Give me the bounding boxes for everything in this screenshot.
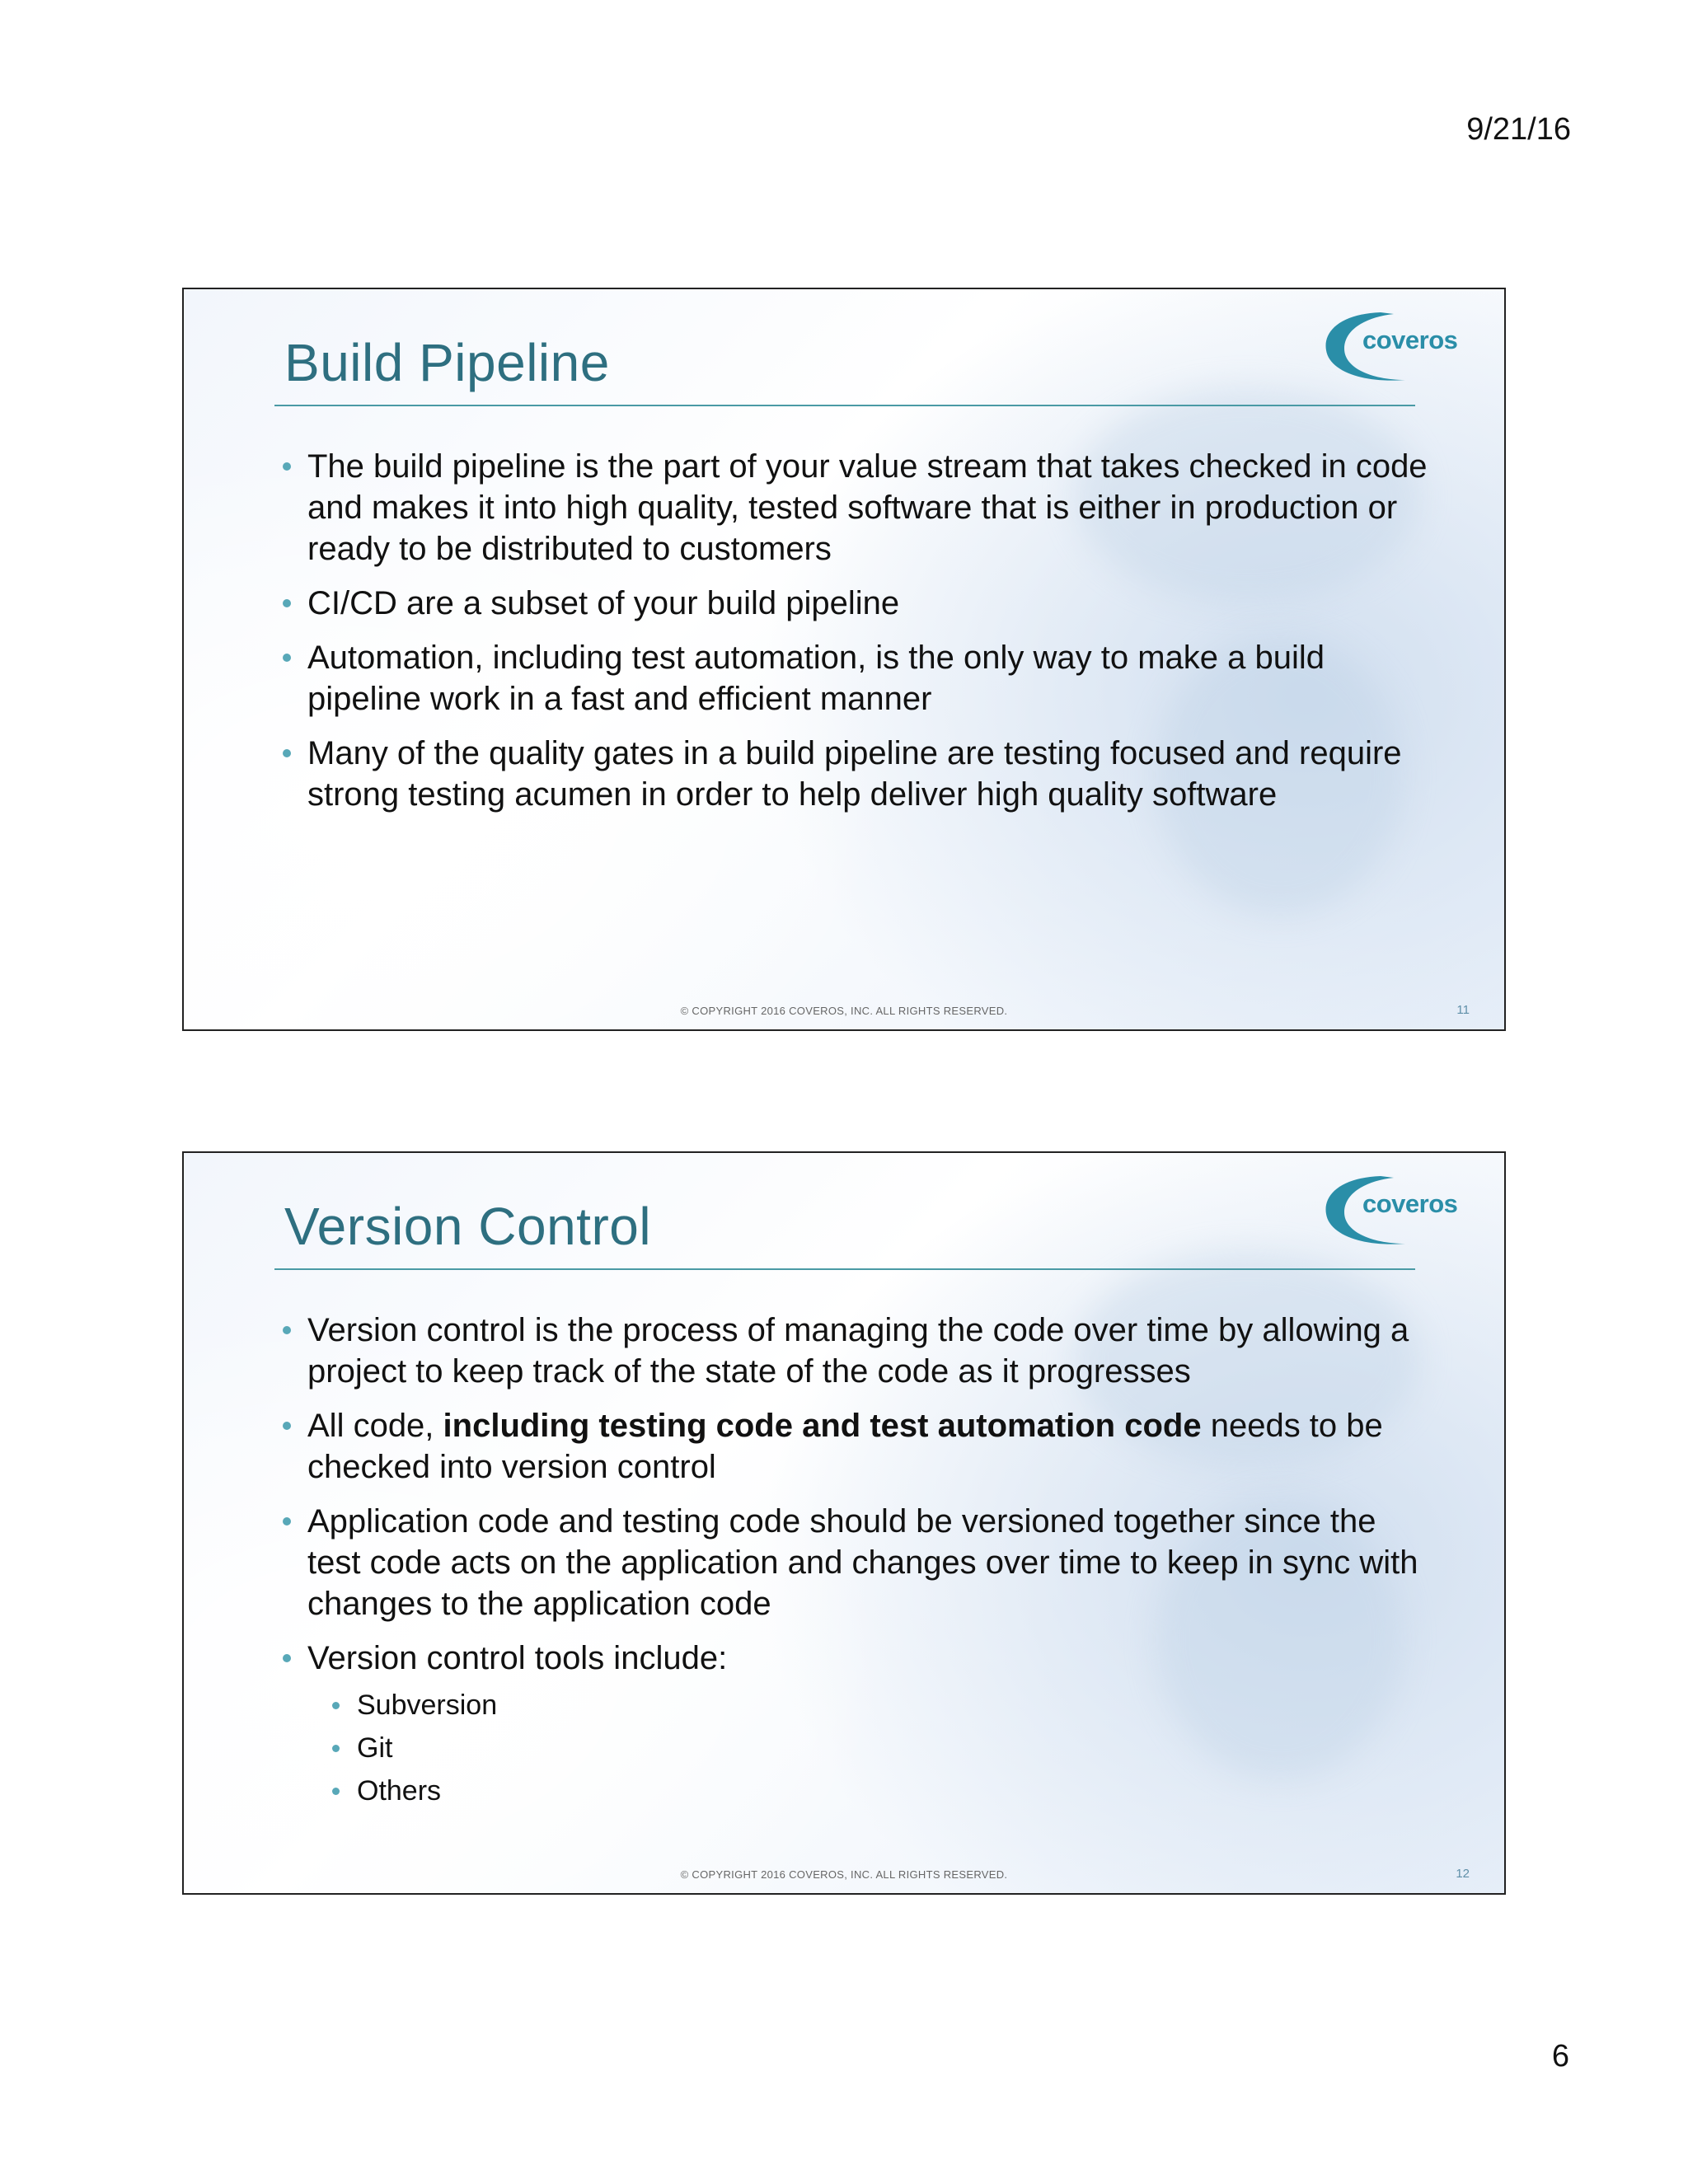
slide-version-control	[182, 1151, 1506, 1895]
page-number: 6	[1551, 2039, 1569, 2074]
list-item: Application code and testing code should be versioned together since the test code acts on the application and changes over time to keep in sync with changes to the application code	[283, 1501, 1437, 1624]
sub-list-item: Others	[332, 1769, 1437, 1812]
copyright-notice: © COPYRIGHT 2016 COVEROS, INC. ALL RIGHTS RESERVED.	[680, 1005, 1008, 1017]
list-item	[283, 1638, 1437, 1812]
coveros-logo-icon	[1323, 1171, 1479, 1250]
sub-list-item: Subversion	[332, 1684, 1437, 1727]
logo-text: coveros	[1362, 326, 1458, 354]
coveros-logo-icon	[1323, 307, 1479, 387]
list-item	[283, 1405, 1437, 1488]
list-item-label: Version control tools include:	[307, 1640, 728, 1676]
text-segment: needs to be checked into version control	[307, 1408, 1383, 1485]
list-item: CI/CD are a subset of your build pipeline	[283, 583, 1437, 624]
logo-text: coveros	[1362, 1189, 1458, 1218]
bullet-list	[283, 1310, 1437, 1825]
slide-build-pipeline	[182, 288, 1506, 1031]
bold-text-segment: including testing code and test automation code	[443, 1408, 1202, 1444]
copyright-notice: © COPYRIGHT 2016 COVEROS, INC. ALL RIGHTS RESERVED.	[680, 1868, 1008, 1881]
text-segment: All code,	[307, 1408, 443, 1444]
bullet-list	[283, 446, 1437, 828]
slide-number: 12	[1456, 1867, 1470, 1881]
title-divider	[274, 1268, 1415, 1270]
slide-title: Version Control	[284, 1197, 652, 1256]
page-date: 9/21/16	[1466, 112, 1571, 147]
list-item: Automation, including test automation, is the only way to make a build pipeline work in a fast and efficient manner	[283, 637, 1437, 719]
list-item: Many of the quality gates in a build pipeline are testing focused and require strong testing acumen in order to help deliver high quality software	[283, 733, 1437, 815]
title-divider	[274, 405, 1415, 406]
list-item: The build pipeline is the part of your value stream that takes checked in code and makes it into high quality, tested software that is either in production or ready to be distributed to customers	[283, 446, 1437, 569]
slide-title: Build Pipeline	[284, 333, 610, 392]
sub-list-item: Git	[332, 1727, 1437, 1769]
sub-bullet-list	[307, 1684, 1437, 1812]
list-item: Version control is the process of managing the code over time by allowing a project to keep track of the state of the code as it progresses	[283, 1310, 1437, 1392]
slide-number: 11	[1456, 1003, 1470, 1017]
